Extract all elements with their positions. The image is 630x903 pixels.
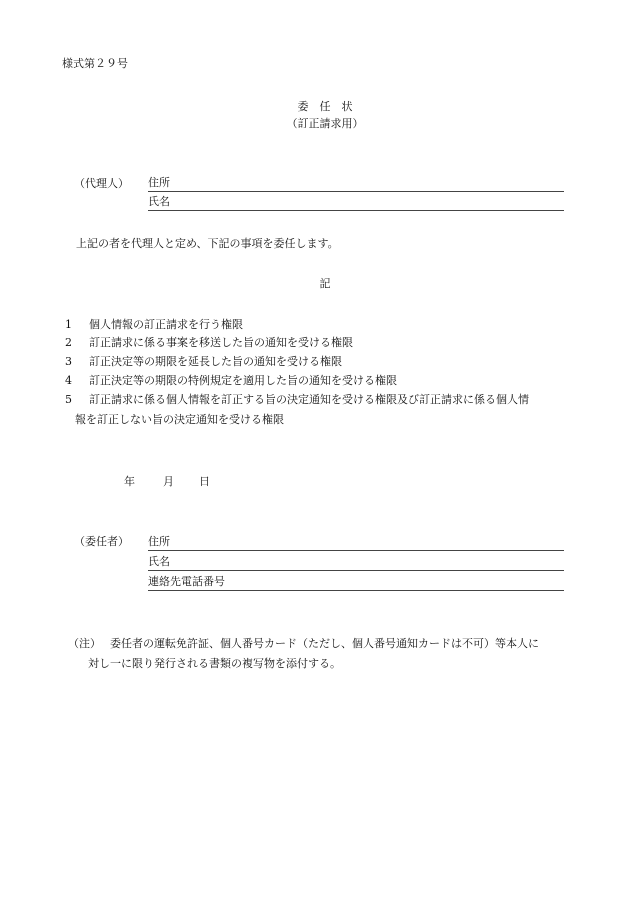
ki-heading: 記 <box>319 277 331 290</box>
document-subtitle: （訂正請求用） <box>286 117 364 130</box>
note-line-2: 対し一に限り発行される書類の複写物を添付する。 <box>88 657 341 670</box>
delegator-phone-field[interactable] <box>148 575 564 591</box>
note-label: （注） <box>68 637 101 650</box>
item-4: 4 訂正決定等の期限の特例規定を適用した旨の通知を受ける権限 <box>65 374 397 387</box>
agent-name-label: 氏名 <box>148 195 170 208</box>
date-year: 年 <box>124 475 135 488</box>
item-2: 2 訂正請求に係る事案を移送した旨の通知を受ける権限 <box>65 336 353 349</box>
item-5: 5 訂正請求に係る個人情報を訂正する旨の決定通知を受ける権限及び訂正請求に係る個人情 <box>65 393 529 406</box>
form-number: 様式第２９号 <box>62 57 128 70</box>
document-title: 委 任 状 <box>297 100 353 113</box>
item-1: 1 個人情報の訂正請求を行う権限 <box>65 318 243 331</box>
delegator-name-label: 氏名 <box>148 555 170 568</box>
item-3: 3 訂正決定等の期限を延長した旨の通知を受ける権限 <box>65 355 342 368</box>
delegation-statement: 上記の者を代理人と定め、下記の事項を委任します。 <box>76 237 339 250</box>
date-month: 月 <box>163 475 174 488</box>
agent-name-field[interactable] <box>148 195 564 211</box>
delegator-label: （委任者） <box>74 535 129 548</box>
agent-address-label: 住所 <box>148 176 170 189</box>
delegator-address-label: 住所 <box>148 535 170 548</box>
note-line-1: 委任者の運転免許証、個人番号カード（ただし、個人番号通知カードは不可）等本人に <box>110 637 539 650</box>
delegator-address-field[interactable] <box>148 535 564 551</box>
agent-label: （代理人） <box>74 177 129 190</box>
delegator-phone-label: 連絡先電話番号 <box>148 575 225 588</box>
date-day: 日 <box>199 475 210 488</box>
item-5-continued: 報を訂正しない旨の決定通知を受ける権限 <box>75 413 284 426</box>
delegator-name-field[interactable] <box>148 555 564 571</box>
agent-address-field[interactable] <box>148 176 564 192</box>
